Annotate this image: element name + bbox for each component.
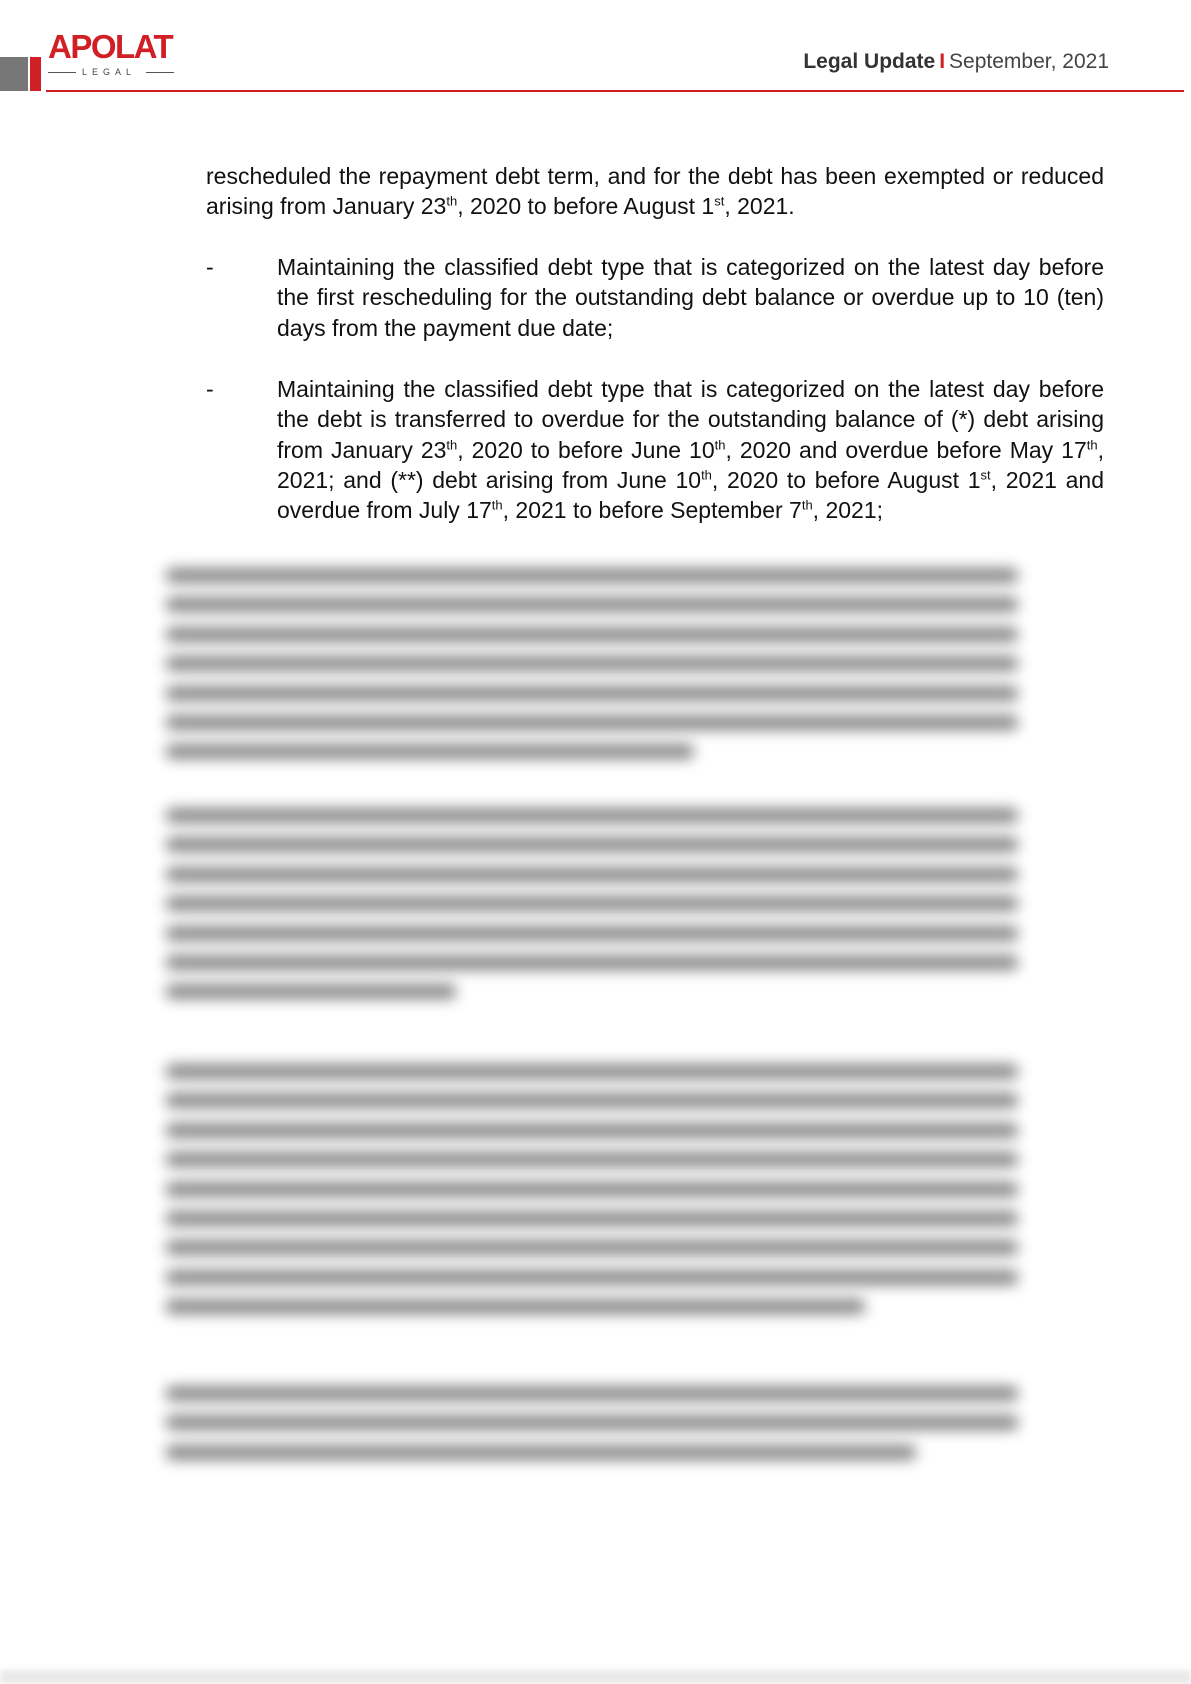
header-separator: I <box>939 50 946 73</box>
blurred-text-line <box>166 896 1018 911</box>
page-bottom-edge <box>0 1670 1191 1684</box>
blurred-text-line <box>166 627 1018 642</box>
blurred-text-line <box>166 597 1018 612</box>
header-title <box>803 50 1109 74</box>
bullet-item-2: Maintaining the classified debt type that is categorized on the latest day before the debt is transferred to overdue for the outstanding balance of (*) debt arising from January 23th, 2020 to before June 10th, 2020 and overdue before May 17th, 2021; and (**) debt arising from June 10th, 2020 to before August 1st, 2021 and overdue from July 17th, 2021 to before September 7th, 2021; <box>277 376 1104 524</box>
blurred-text-line <box>166 744 694 759</box>
blurred-text-line <box>166 984 456 999</box>
header-title-bold: Legal Update <box>803 50 936 73</box>
blurred-text-line <box>166 1240 1018 1255</box>
blurred-text-line <box>166 1064 1018 1079</box>
blurred-text-line <box>166 1386 1018 1401</box>
blurred-text-line <box>166 1182 1018 1197</box>
blurred-text-line <box>166 926 1018 941</box>
blurred-text-line <box>166 955 1018 970</box>
blurred-text-line <box>166 837 1018 852</box>
bullet-dash-1: - <box>206 254 214 280</box>
blurred-text-line <box>166 656 1018 671</box>
blurred-text-line <box>166 1093 1018 1108</box>
blurred-text-line <box>166 1152 1018 1167</box>
blurred-text-line <box>166 1415 1018 1430</box>
blurred-text-line <box>166 867 1018 882</box>
blurred-text-line <box>166 1299 865 1314</box>
blurred-text-line <box>166 715 1018 730</box>
blurred-text-line <box>166 686 1018 701</box>
header-rule <box>46 90 1184 92</box>
blurred-text-line <box>166 1211 1018 1226</box>
blurred-text-line <box>166 808 1018 823</box>
header-gray-block <box>0 57 28 91</box>
header-red-block <box>30 57 41 91</box>
blurred-text-line <box>166 1123 1018 1138</box>
blurred-text-line <box>166 568 1018 583</box>
blurred-content <box>166 568 1018 1468</box>
blurred-text-line <box>166 1445 916 1460</box>
blurred-text-line <box>166 1270 1018 1285</box>
logo-subtitle: LEGAL <box>48 66 174 78</box>
header-date: September, 2021 <box>949 50 1109 73</box>
bullet-dash-2: - <box>206 376 214 402</box>
paragraph-continuation: rescheduled the repayment debt term, and for the debt has been exempted or reduced arising from January 23th, 2020 to before August 1st, 2021. <box>206 163 1104 220</box>
apolat-logo <box>48 30 176 78</box>
logo-wordmark: APOLAT <box>48 28 173 65</box>
bullet-item-1: Maintaining the classified debt type that is categorized on the latest day before the first rescheduling for the outstanding debt balance or overdue up to 10 (ten) days from the payment due date; <box>277 254 1104 341</box>
